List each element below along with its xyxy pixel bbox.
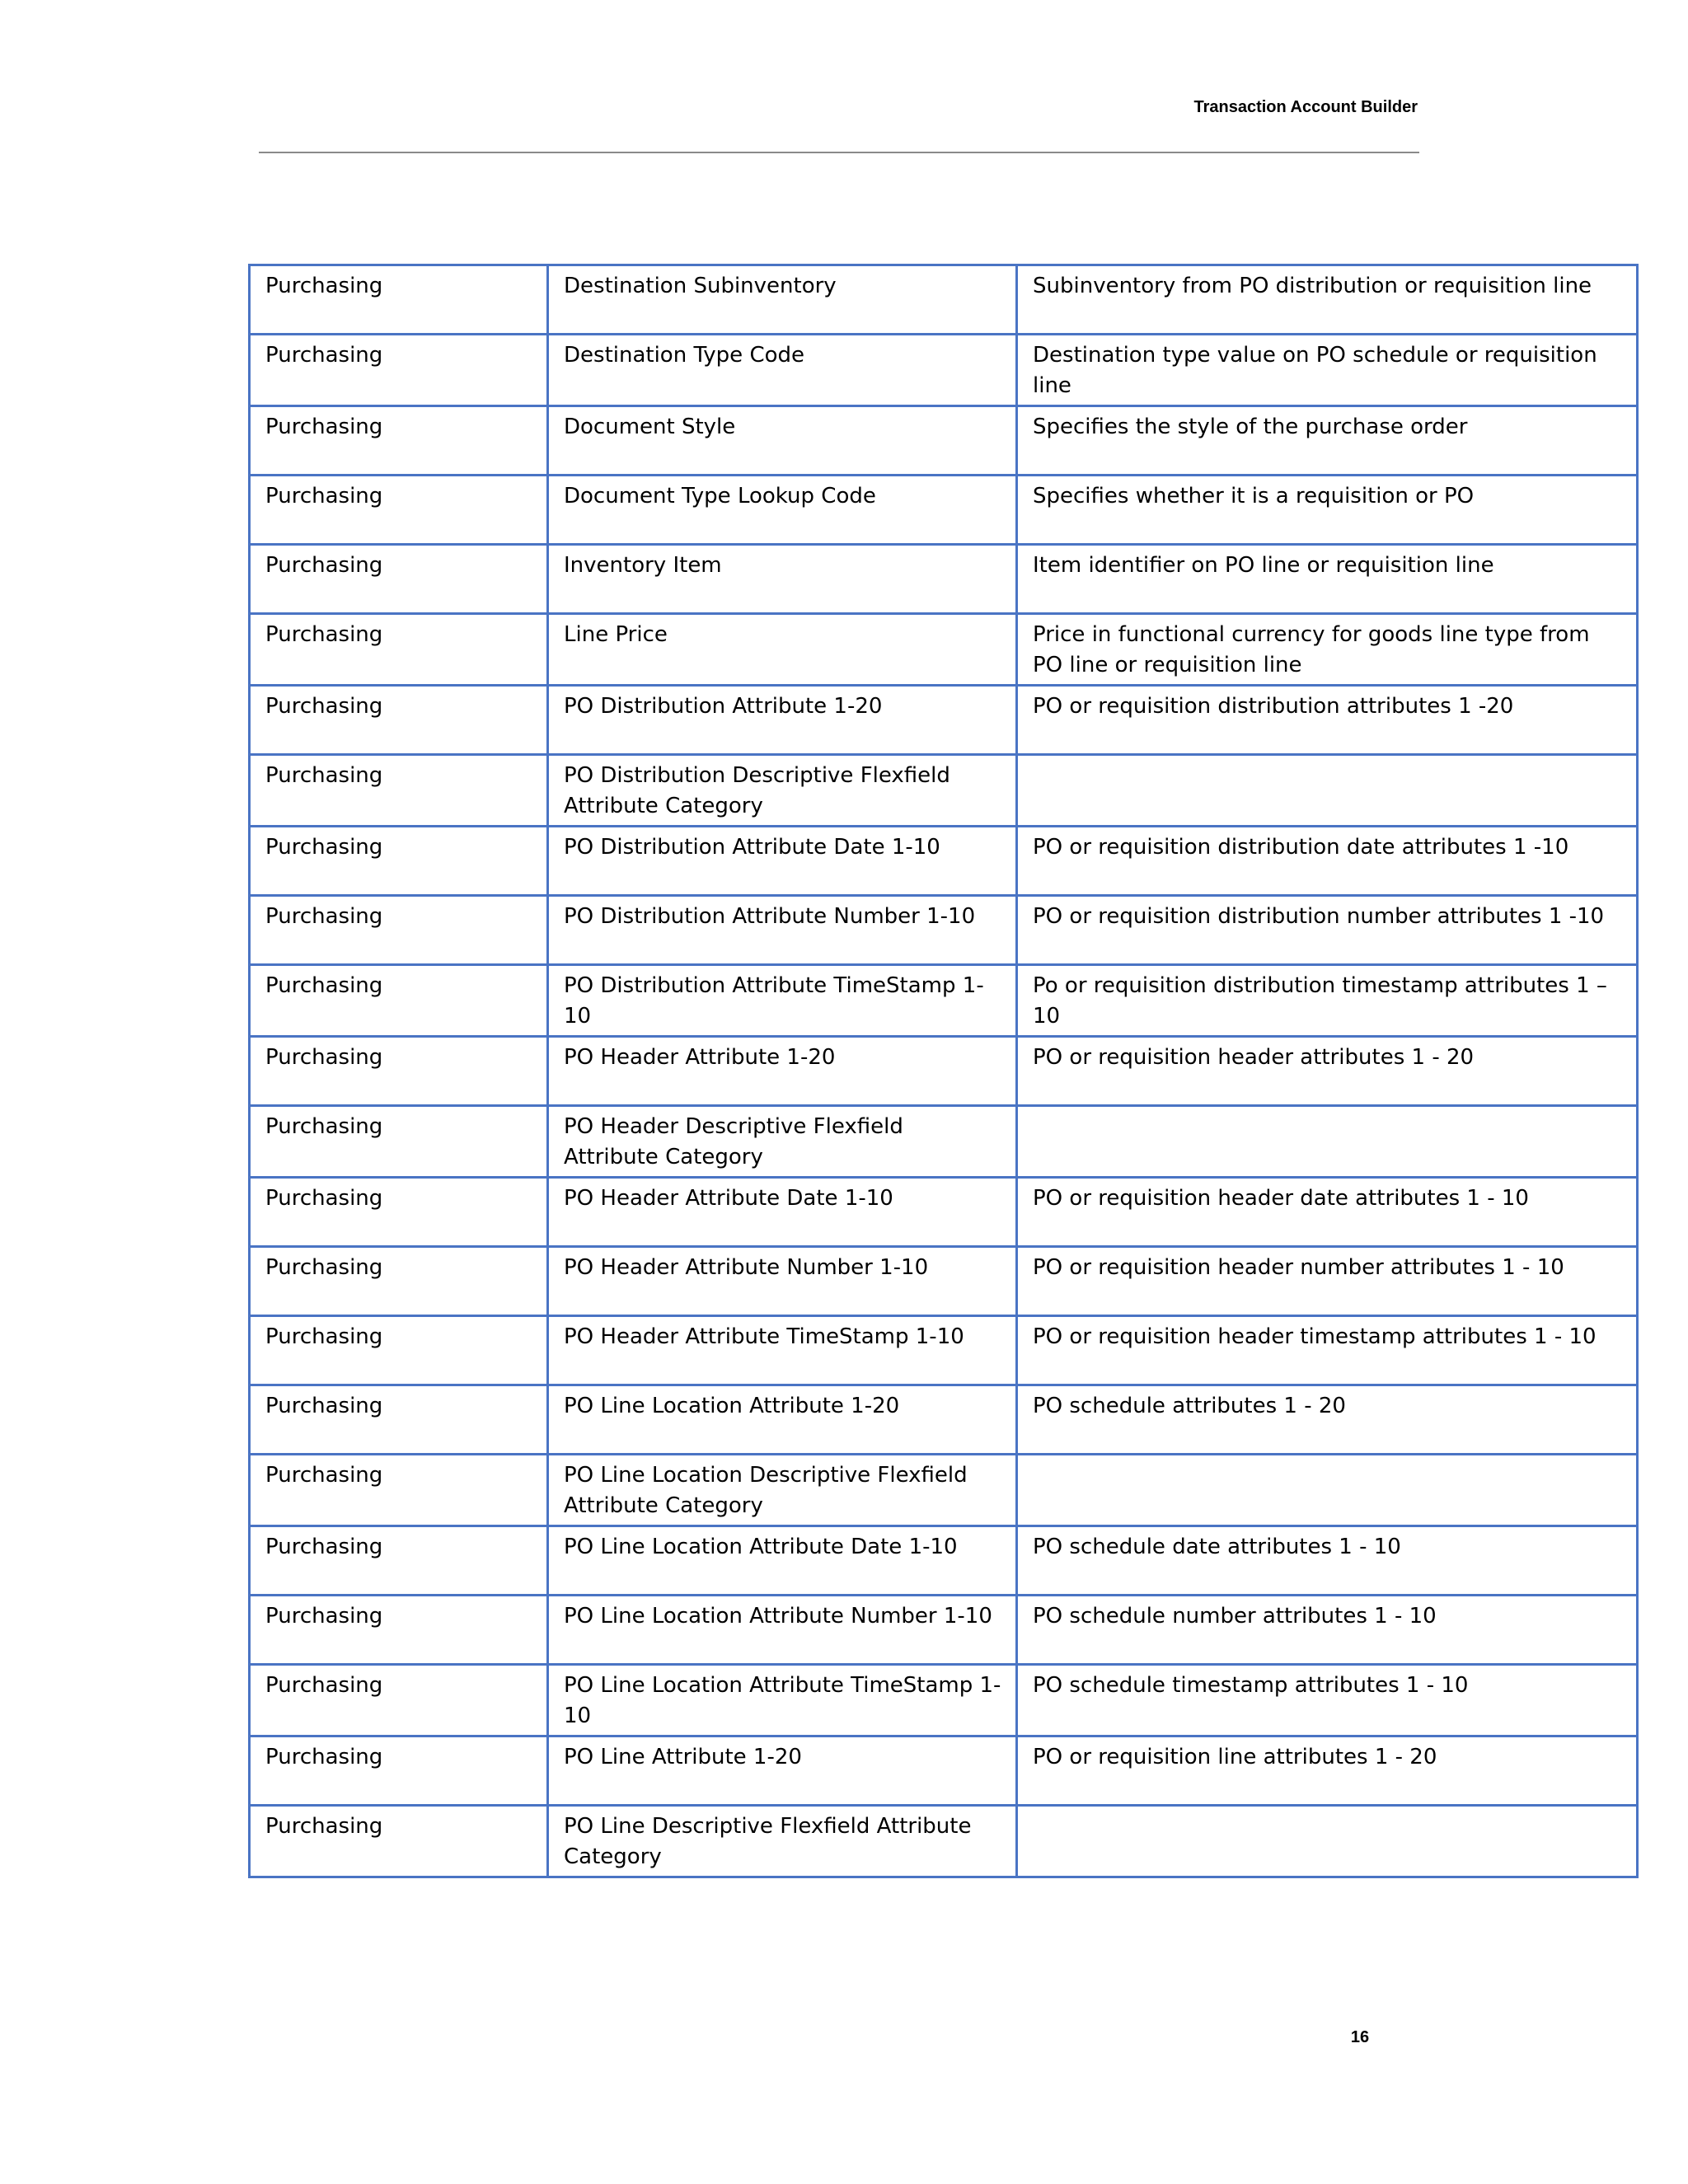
description-cell: PO or requisition distribution date attributes 1 -10 xyxy=(1017,827,1638,896)
table-row xyxy=(250,1736,1638,1806)
attribute-cell: PO Line Location Attribute Number 1-10 xyxy=(548,1596,1017,1665)
product-cell: Purchasing xyxy=(250,1596,548,1665)
table-row xyxy=(250,965,1638,1037)
attribute-table xyxy=(248,264,1639,1878)
attribute-cell: Document Style xyxy=(548,406,1017,476)
product-cell: Purchasing xyxy=(250,1385,548,1455)
description-cell: PO schedule date attributes 1 - 10 xyxy=(1017,1526,1638,1596)
product-cell: Purchasing xyxy=(250,1037,548,1106)
description-cell: PO or requisition distribution number attributes 1 -10 xyxy=(1017,896,1638,965)
description-cell xyxy=(1017,1806,1638,1877)
product-cell: Purchasing xyxy=(250,545,548,614)
product-cell: Purchasing xyxy=(250,1526,548,1596)
running-header-title: Transaction Account Builder xyxy=(1193,98,1418,116)
description-cell: PO or requisition line attributes 1 - 20 xyxy=(1017,1736,1638,1806)
product-cell: Purchasing xyxy=(250,755,548,827)
description-cell: Specifies whether it is a requisition or PO xyxy=(1017,476,1638,545)
description-cell: PO or requisition header timestamp attributes 1 - 10 xyxy=(1017,1316,1638,1385)
description-cell: Item identifier on PO line or requisition line xyxy=(1017,545,1638,614)
attribute-cell: PO Distribution Attribute Date 1-10 xyxy=(548,827,1017,896)
attribute-cell: PO Distribution Descriptive Flexfield Attribute Category xyxy=(548,755,1017,827)
table-row xyxy=(250,1106,1638,1178)
description-cell: Destination type value on PO schedule or requisition line xyxy=(1017,335,1638,406)
attribute-cell: PO Distribution Attribute Number 1-10 xyxy=(548,896,1017,965)
attribute-cell: PO Line Location Attribute 1-20 xyxy=(548,1385,1017,1455)
table-row xyxy=(250,1596,1638,1665)
attribute-cell: PO Header Attribute 1-20 xyxy=(548,1037,1017,1106)
product-cell: Purchasing xyxy=(250,614,548,686)
product-cell: Purchasing xyxy=(250,406,548,476)
product-cell: Purchasing xyxy=(250,1316,548,1385)
attribute-cell: PO Header Attribute Date 1-10 xyxy=(548,1178,1017,1247)
attribute-cell: Document Type Lookup Code xyxy=(548,476,1017,545)
table-row xyxy=(250,755,1638,827)
table-row xyxy=(250,1385,1638,1455)
table-row xyxy=(250,1526,1638,1596)
description-cell: PO or requisition distribution attributes 1 -20 xyxy=(1017,686,1638,755)
table-row xyxy=(250,827,1638,896)
description-cell xyxy=(1017,755,1638,827)
table-row xyxy=(250,1665,1638,1736)
attribute-cell: PO Line Location Descriptive Flexfield Attribute Category xyxy=(548,1455,1017,1526)
product-cell: Purchasing xyxy=(250,896,548,965)
attribute-cell: PO Line Attribute 1-20 xyxy=(548,1736,1017,1806)
table-row xyxy=(250,1178,1638,1247)
description-cell: PO schedule number attributes 1 - 10 xyxy=(1017,1596,1638,1665)
product-cell: Purchasing xyxy=(250,827,548,896)
attribute-cell: Inventory Item xyxy=(548,545,1017,614)
table-row xyxy=(250,406,1638,476)
table-row xyxy=(250,614,1638,686)
attribute-cell: PO Header Attribute Number 1-10 xyxy=(548,1247,1017,1316)
description-cell: PO schedule attributes 1 - 20 xyxy=(1017,1385,1638,1455)
table-row xyxy=(250,1455,1638,1526)
description-cell: PO or requisition header attributes 1 - 20 xyxy=(1017,1037,1638,1106)
attribute-cell: PO Header Attribute TimeStamp 1-10 xyxy=(548,1316,1017,1385)
product-cell: Purchasing xyxy=(250,965,548,1037)
description-cell: PO or requisition header number attributes 1 - 10 xyxy=(1017,1247,1638,1316)
page-number: 16 xyxy=(1350,2028,1370,2046)
product-cell: Purchasing xyxy=(250,335,548,406)
attribute-cell: PO Header Descriptive Flexfield Attribute Category xyxy=(548,1106,1017,1178)
description-cell: PO or requisition header date attributes 1 - 10 xyxy=(1017,1178,1638,1247)
attribute-cell: PO Line Location Attribute Date 1-10 xyxy=(548,1526,1017,1596)
description-cell xyxy=(1017,1106,1638,1178)
description-cell: Specifies the style of the purchase order xyxy=(1017,406,1638,476)
attribute-cell: Destination Subinventory xyxy=(548,265,1017,335)
attribute-cell: Destination Type Code xyxy=(548,335,1017,406)
attribute-cell: PO Line Descriptive Flexfield Attribute Category xyxy=(548,1806,1017,1877)
description-cell xyxy=(1017,1455,1638,1526)
product-cell: Purchasing xyxy=(250,1665,548,1736)
table-row xyxy=(250,476,1638,545)
product-cell: Purchasing xyxy=(250,1106,548,1178)
attribute-cell: Line Price xyxy=(548,614,1017,686)
product-cell: Purchasing xyxy=(250,686,548,755)
product-cell: Purchasing xyxy=(250,1247,548,1316)
description-cell: Price in functional currency for goods line type from PO line or requisition line xyxy=(1017,614,1638,686)
table-row xyxy=(250,335,1638,406)
table-row xyxy=(250,896,1638,965)
product-cell: Purchasing xyxy=(250,1806,548,1877)
product-cell: Purchasing xyxy=(250,1178,548,1247)
attribute-cell: PO Distribution Attribute TimeStamp 1-10 xyxy=(548,965,1017,1037)
product-cell: Purchasing xyxy=(250,1455,548,1526)
attribute-cell: PO Distribution Attribute 1-20 xyxy=(548,686,1017,755)
description-cell: Po or requisition distribution timestamp attributes 1 – 10 xyxy=(1017,965,1638,1037)
table-row xyxy=(250,545,1638,614)
attribute-table-body xyxy=(250,265,1638,1877)
product-cell: Purchasing xyxy=(250,1736,548,1806)
product-cell: Purchasing xyxy=(250,476,548,545)
table-row xyxy=(250,265,1638,335)
header-divider xyxy=(259,152,1419,153)
description-cell: PO schedule timestamp attributes 1 - 10 xyxy=(1017,1665,1638,1736)
table-row xyxy=(250,1037,1638,1106)
product-cell: Purchasing xyxy=(250,265,548,335)
table-row xyxy=(250,1806,1638,1877)
attribute-cell: PO Line Location Attribute TimeStamp 1-10 xyxy=(548,1665,1017,1736)
table-row xyxy=(250,1247,1638,1316)
table-row xyxy=(250,686,1638,755)
table-row xyxy=(250,1316,1638,1385)
description-cell: Subinventory from PO distribution or requisition line xyxy=(1017,265,1638,335)
